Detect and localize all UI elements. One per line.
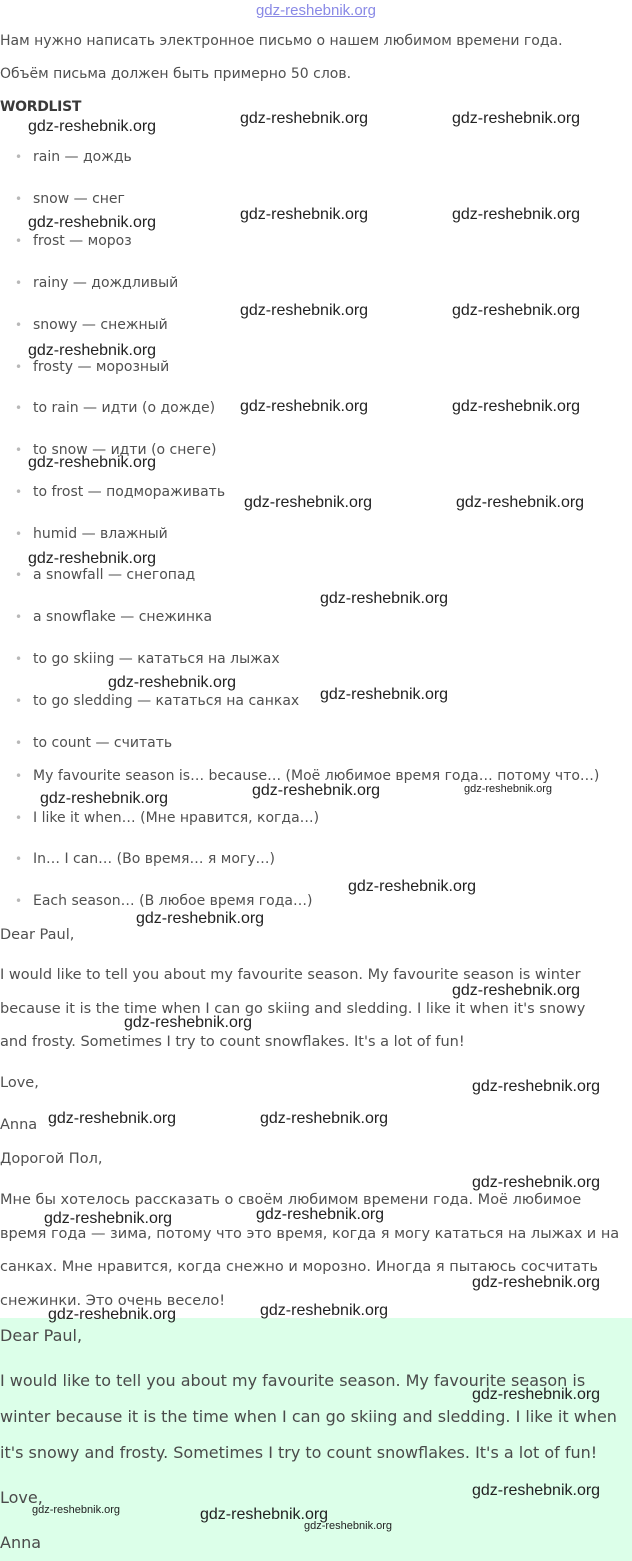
bullet-icon: • — [15, 234, 23, 248]
watermark: gdz-reshebnik.org — [28, 214, 157, 231]
watermark: gdz-reshebnik.org — [240, 302, 369, 319]
watermark: gdz-reshebnik.org — [240, 206, 369, 223]
watermark: gdz-reshebnik.org — [348, 878, 477, 895]
bullet-icon: • — [15, 276, 23, 290]
watermark: gdz-reshebnik.org — [452, 982, 581, 999]
list-item: • rainy — дождливый — [15, 275, 179, 291]
bullet-icon: • — [15, 694, 23, 708]
watermark: gdz-reshebnik.org — [40, 790, 169, 807]
bullet-icon: • — [15, 527, 23, 541]
answer-body-line: I would like to tell you about my favourite season. My favourite season is — [0, 1371, 586, 1390]
list-item: • rain — дождь — [15, 149, 132, 165]
watermark: gdz-reshebnik.org — [464, 783, 553, 795]
bullet-icon: • — [15, 360, 23, 374]
watermark: gdz-reshebnik.org — [48, 1110, 177, 1127]
answer-signature: Anna — [0, 1533, 42, 1552]
list-item: • My favourite season is… because… (Моё любимое время года… потому что…) — [15, 768, 600, 784]
watermark: gdz-reshebnik.org — [452, 110, 581, 127]
watermark: gdz-reshebnik.org — [320, 590, 449, 607]
watermark: gdz-reshebnik.org — [136, 910, 265, 927]
watermark: gdz-reshebnik.org — [44, 1210, 173, 1227]
list-item: • to count — считать — [15, 735, 173, 751]
bullet-icon: • — [15, 485, 23, 499]
intro-task: Нам нужно написать электронное письмо о нашем любимом времени года. — [0, 33, 563, 49]
list-item: • to go skiing — кататься на лыжах — [15, 651, 280, 667]
answer-body-line: winter because it is the time when I can go skiing and sledding. I like it when — [0, 1407, 617, 1426]
list-item: • a snowfall — снегопад — [15, 567, 196, 583]
watermark: gdz-reshebnik.org — [304, 1520, 393, 1532]
watermark: gdz-reshebnik.org — [452, 302, 581, 319]
letter-en-body-line: and frosty. Sometimes I try to count snowflakes. It's a lot of fun! — [0, 1034, 465, 1050]
bullet-icon: • — [15, 443, 23, 457]
bullet-icon: • — [15, 192, 23, 206]
watermark: gdz-reshebnik.org — [472, 1078, 601, 1095]
watermark: gdz-reshebnik.org — [28, 118, 157, 135]
list-item: • to go sledding — кататься на санках — [15, 693, 300, 709]
letter-en-body-line: I would like to tell you about my favourite season. My favourite season is winter — [0, 967, 581, 983]
bullet-icon: • — [15, 852, 23, 866]
list-item: • I like it when… (Мне нравится, когда…) — [15, 810, 320, 826]
intro-length: Объём письма должен быть примерно 50 слов. — [0, 66, 352, 82]
letter-en-greeting: Dear Paul, — [0, 927, 75, 943]
bullet-icon: • — [15, 610, 23, 624]
watermark: gdz-reshebnik.org — [240, 398, 369, 415]
wordlist-title: WORDLIST — [0, 99, 82, 115]
letter-en-signature: Anna — [0, 1117, 38, 1133]
bullet-icon: • — [15, 401, 23, 415]
watermark: gdz-reshebnik.org — [260, 1110, 389, 1127]
list-item: • to frost — подмораживать — [15, 484, 226, 500]
answer-greeting: Dear Paul, — [0, 1326, 83, 1345]
letter-ru-body-line: санках. Мне нравится, когда снежно и морозно. Иногда я пытаюсь сосчитать — [0, 1259, 598, 1275]
bullet-icon: • — [15, 811, 23, 825]
list-item: • humid — влажный — [15, 526, 168, 542]
list-item: • Each season… (В любое время года…) — [15, 893, 313, 909]
watermark: gdz-reshebnik.org — [32, 1504, 121, 1516]
watermark: gdz-reshebnik.org — [472, 1386, 601, 1403]
list-item: • frost — мороз — [15, 233, 132, 249]
watermark: gdz-reshebnik.org — [472, 1482, 601, 1499]
answer-body-line: it's snowy and frosty. Sometimes I try to count snowflakes. It's a lot of fun! — [0, 1443, 598, 1462]
bullet-icon: • — [15, 652, 23, 666]
bullet-icon: • — [15, 894, 23, 908]
watermark: gdz-reshebnik.org — [48, 1306, 177, 1323]
list-item: • to rain — идти (о дожде) — [15, 400, 216, 416]
watermark: gdz-reshebnik.org — [256, 1206, 385, 1223]
list-item: • a snowflake — снежинка — [15, 609, 213, 625]
bullet-icon: • — [15, 769, 23, 783]
watermark: gdz-reshebnik.org — [244, 494, 373, 511]
watermark: gdz-reshebnik.org — [28, 454, 157, 471]
list-item: • snow — снег — [15, 191, 125, 207]
list-item: • snowy — снежный — [15, 317, 168, 333]
list-item: • In… I can… (Во время… я могу…) — [15, 851, 275, 867]
list-item: • to snow — идти (о снеге) — [15, 442, 217, 458]
list-item: • frosty — морозный — [15, 359, 170, 375]
letter-ru-body-line: снежинки. Это очень весело! — [0, 1293, 226, 1309]
bullet-icon: • — [15, 568, 23, 582]
watermark: gdz-reshebnik.org — [252, 782, 381, 799]
letter-en-body-line: because it is the time when I can go skiing and sledding. I like it when it's snowy — [0, 1001, 586, 1017]
site-header-link[interactable]: gdz-reshebnik.org — [255, 2, 377, 19]
bullet-icon: • — [15, 150, 23, 164]
bullet-icon: • — [15, 318, 23, 332]
letter-en-closing: Love, — [0, 1075, 39, 1091]
watermark: gdz-reshebnik.org — [452, 206, 581, 223]
watermark: gdz-reshebnik.org — [472, 1174, 601, 1191]
watermark: gdz-reshebnik.org — [28, 550, 157, 567]
bullet-icon: • — [15, 736, 23, 750]
watermark: gdz-reshebnik.org — [472, 1274, 601, 1291]
watermark: gdz-reshebnik.org — [320, 686, 449, 703]
letter-ru-body-line: время года — зима, потому что это время, когда я могу кататься на лыжах и на — [0, 1226, 620, 1242]
watermark: gdz-reshebnik.org — [240, 110, 369, 127]
watermark: gdz-reshebnik.org — [456, 494, 585, 511]
watermark: gdz-reshebnik.org — [452, 398, 581, 415]
letter-ru-greeting: Дорогой Пол, — [0, 1151, 103, 1167]
letter-ru-body-line: Мне бы хотелось рассказать о своём любимом времени года. Моё любимое — [0, 1192, 582, 1208]
watermark: gdz-reshebnik.org — [28, 342, 157, 359]
watermark: gdz-reshebnik.org — [124, 1014, 253, 1031]
answer-closing: Love, — [0, 1488, 43, 1507]
watermark: gdz-reshebnik.org — [200, 1506, 329, 1523]
watermark: gdz-reshebnik.org — [260, 1302, 389, 1319]
watermark: gdz-reshebnik.org — [108, 674, 237, 691]
